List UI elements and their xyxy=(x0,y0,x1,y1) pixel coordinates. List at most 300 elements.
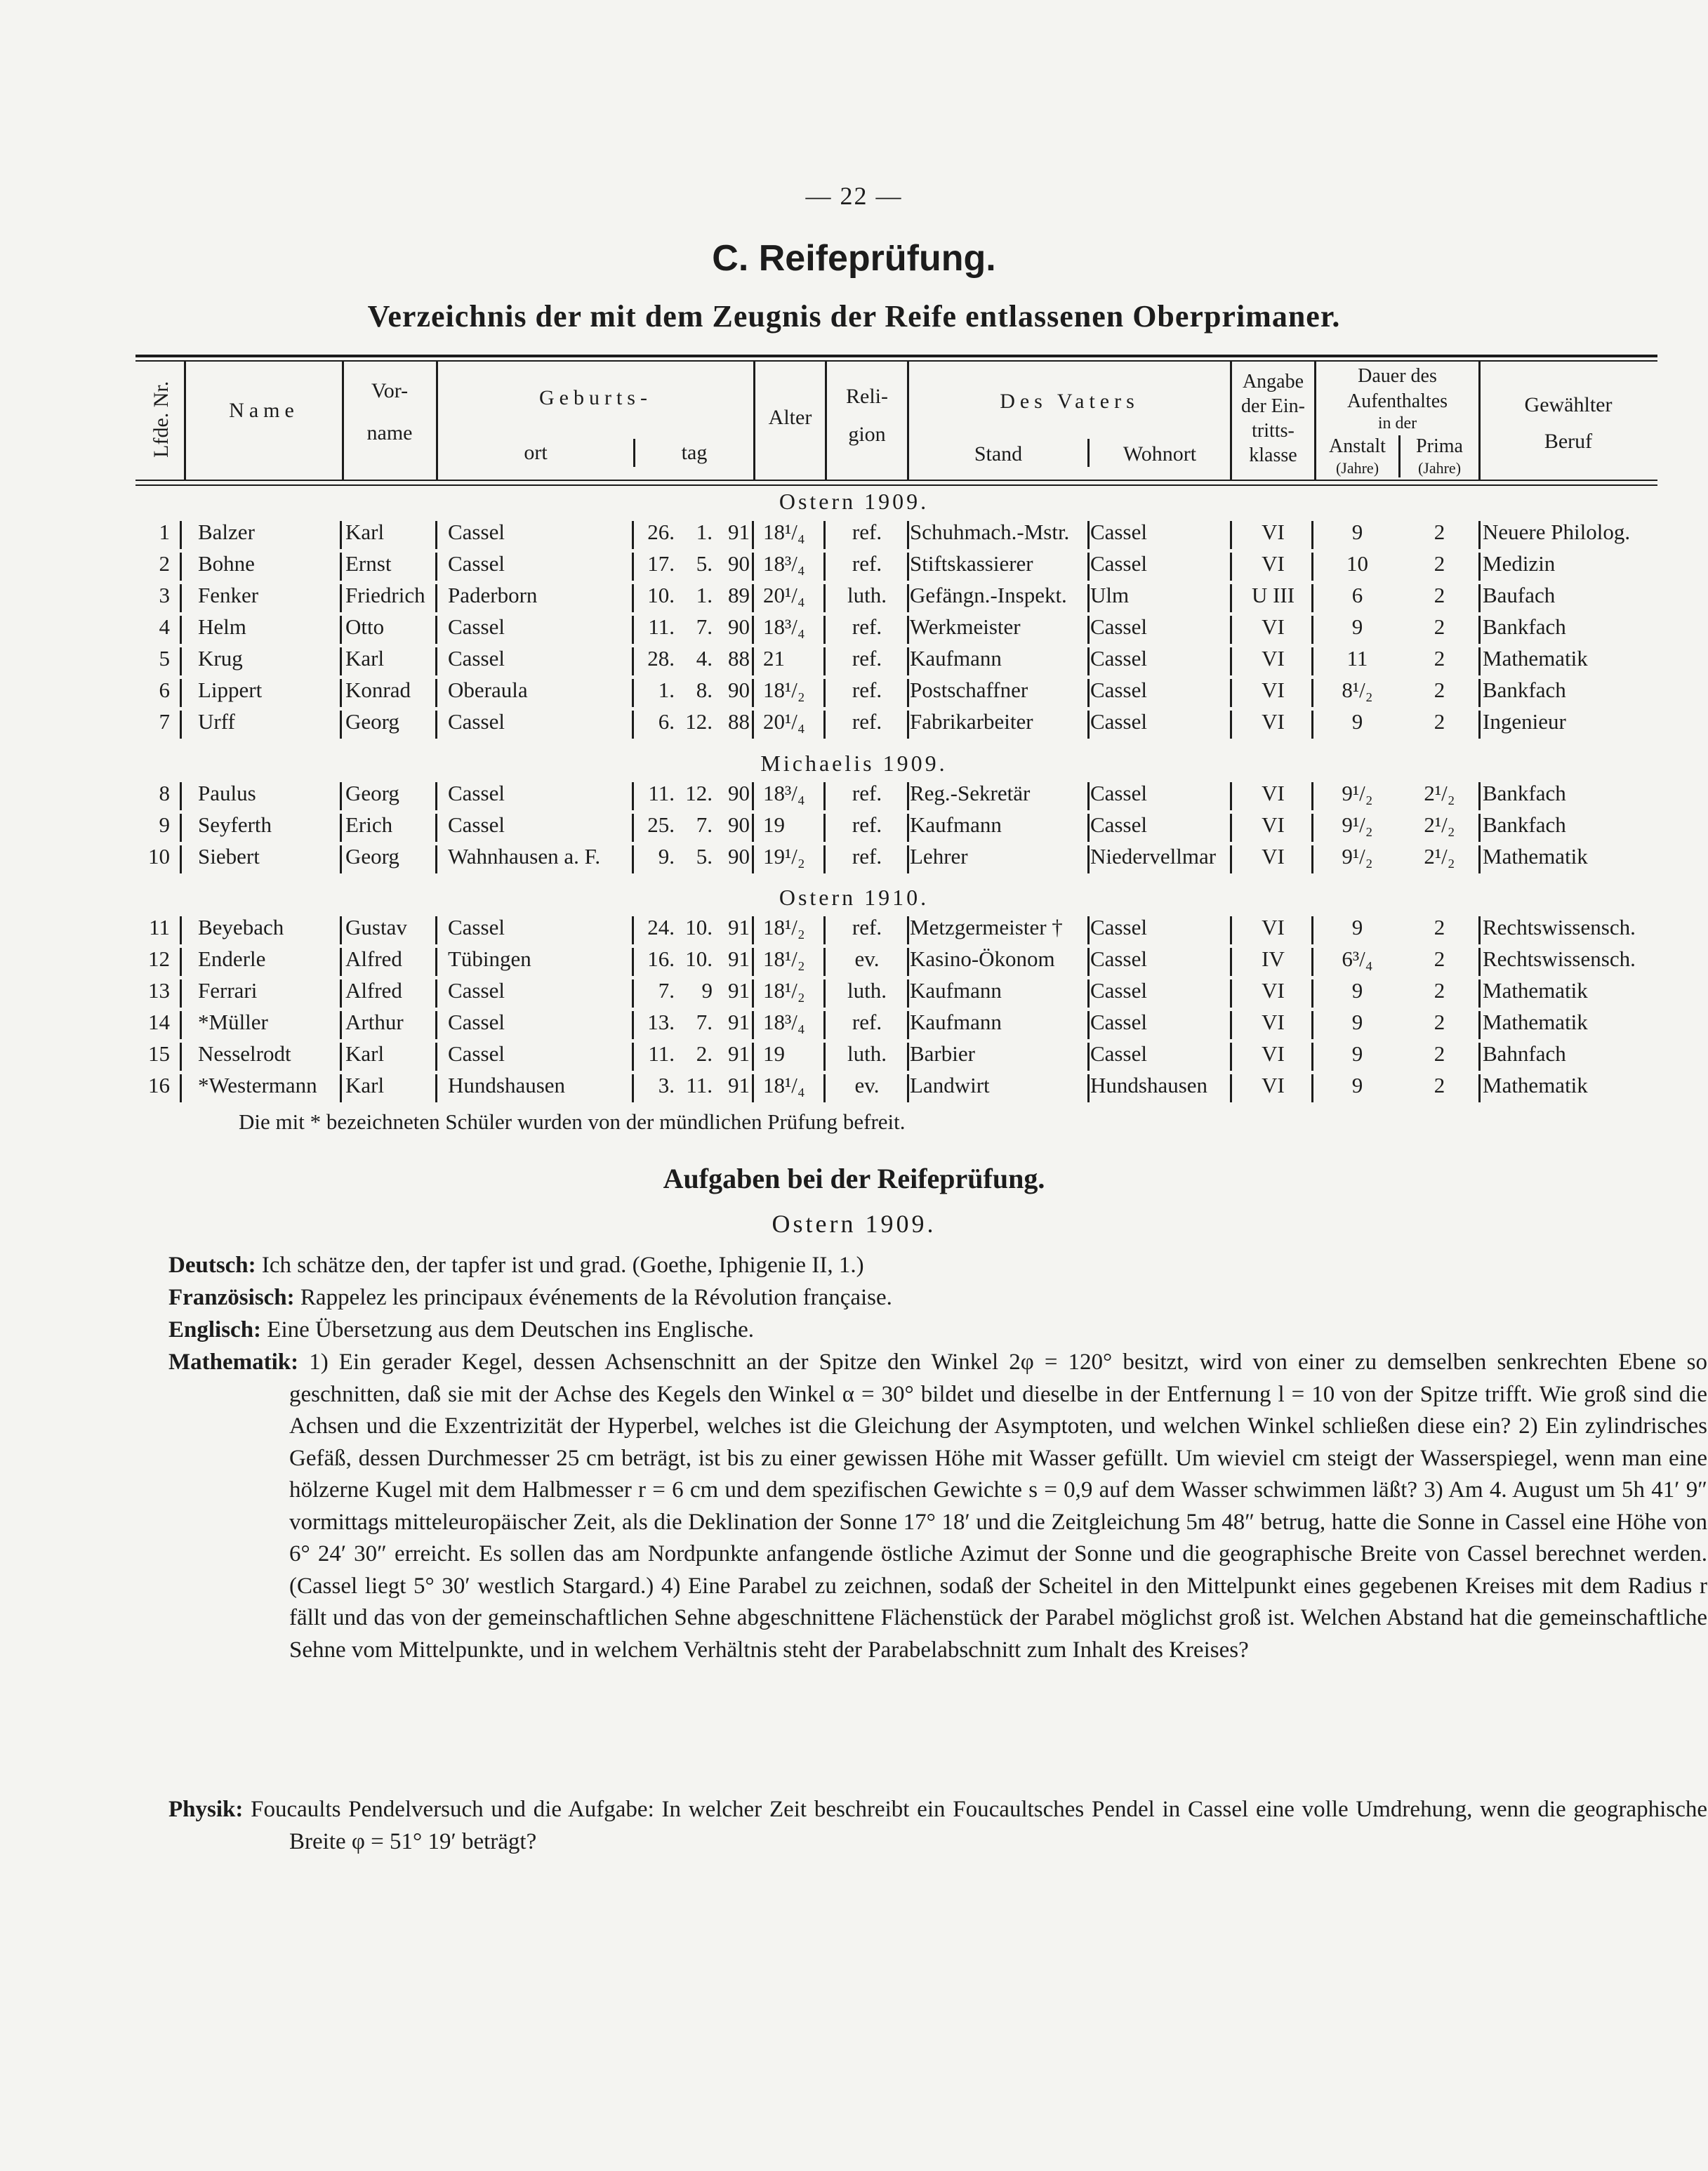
cell-stand: Stiftskassierer xyxy=(910,551,1033,576)
column-rule xyxy=(907,1074,909,1102)
table-row xyxy=(0,709,1708,741)
hdr-sep xyxy=(1478,362,1481,480)
cell-alter: 20¹/₄ xyxy=(763,583,805,607)
cell-anstalt: 9 xyxy=(1351,1073,1363,1097)
cell-religion: ref. xyxy=(852,646,882,671)
aufgaben-term: Ostern 1909. xyxy=(772,1210,936,1238)
cell-nr: 16 xyxy=(148,1073,170,1097)
column-rule xyxy=(340,616,342,644)
cell-monat: 5. xyxy=(696,551,713,576)
table-row xyxy=(0,915,1708,946)
cell-beruf: Rechtswissensch. xyxy=(1483,946,1636,971)
column-rule xyxy=(340,1011,342,1039)
column-rule xyxy=(1087,916,1090,944)
cell-alter: 18³/₄ xyxy=(763,614,805,639)
column-rule xyxy=(1478,979,1481,1008)
column-rule xyxy=(752,521,754,549)
column-rule xyxy=(823,948,826,976)
cell-stand: Fabrikarbeiter xyxy=(910,709,1033,734)
cell-nr: 9 xyxy=(159,812,170,837)
header-angabe-4: klasse xyxy=(1249,444,1297,466)
cell-stand: Kaufmann xyxy=(910,646,1002,671)
cell-prima: 2 xyxy=(1434,614,1445,639)
column-rule xyxy=(823,979,826,1008)
column-rule xyxy=(340,553,342,581)
cell-vorname: Karl xyxy=(345,1041,385,1066)
cell-beruf: Mathematik xyxy=(1483,1010,1588,1034)
column-rule xyxy=(1087,647,1090,675)
cell-tag: 6. xyxy=(658,709,675,734)
cell-religion: luth. xyxy=(847,583,887,607)
cell-vorname: Karl xyxy=(345,646,385,671)
column-rule xyxy=(180,1011,182,1039)
cell-anstalt: 9 xyxy=(1351,1041,1363,1066)
cell-monat: 10. xyxy=(685,946,713,971)
cell-stand: Kaufmann xyxy=(910,978,1002,1003)
cell-stand: Werkmeister xyxy=(910,614,1021,639)
cell-jahr: 88 xyxy=(728,709,750,734)
cell-religion: ref. xyxy=(852,844,882,869)
cell-anstalt: 9 xyxy=(1351,978,1363,1003)
header-religion-1: Reli- xyxy=(846,385,888,408)
cell-stand: Landwirt xyxy=(910,1073,990,1097)
column-rule xyxy=(180,679,182,707)
cell-nr: 4 xyxy=(159,614,170,639)
cell-prima: 2¹/₂ xyxy=(1424,844,1455,869)
cell-stand: Gefängn.-Inspekt. xyxy=(910,583,1067,607)
column-rule xyxy=(1478,711,1481,739)
column-rule xyxy=(907,553,909,581)
column-rule xyxy=(1087,814,1090,842)
cell-name: Helm xyxy=(198,614,246,639)
section-title: C. Reifeprüfung. xyxy=(712,238,996,279)
cell-alter: 18¹/₄ xyxy=(763,1073,805,1097)
page-number: — 22 — xyxy=(805,182,903,210)
column-rule xyxy=(907,782,909,810)
cell-vorname: Alfred xyxy=(345,946,402,971)
cell-ort: Cassel xyxy=(448,614,505,639)
mathe-task xyxy=(168,1347,1707,1666)
cell-alter: 19 xyxy=(763,1041,785,1066)
cell-alter: 18³/₄ xyxy=(763,551,805,576)
column-rule xyxy=(632,616,634,644)
cell-wohnort: Cassel xyxy=(1090,946,1147,971)
column-rule xyxy=(752,647,754,675)
cell-name: Enderle xyxy=(198,946,266,971)
header-beruf-1: Gewählter xyxy=(1524,393,1613,416)
column-rule xyxy=(752,584,754,612)
header-religion-2: gion xyxy=(848,423,886,446)
cell-wohnort: Cassel xyxy=(1090,1010,1147,1034)
column-rule xyxy=(180,782,182,810)
cell-tag: 17. xyxy=(647,551,675,576)
cell-vorname: Georg xyxy=(345,709,399,734)
column-rule xyxy=(752,1011,754,1039)
cell-anstalt: 9 xyxy=(1351,520,1363,544)
cell-stand: Kaufmann xyxy=(910,1010,1002,1034)
column-rule xyxy=(752,782,754,810)
cell-wohnort: Cassel xyxy=(1090,520,1147,544)
englisch-task xyxy=(168,1314,1587,1347)
cell-tag: 9. xyxy=(658,844,675,869)
cell-ort: Cassel xyxy=(448,1041,505,1066)
table-row xyxy=(0,1041,1708,1073)
column-rule xyxy=(823,616,826,644)
column-rule xyxy=(1478,1043,1481,1071)
cell-stand: Barbier xyxy=(910,1041,975,1066)
cell-jahr: 90 xyxy=(728,551,750,576)
column-rule xyxy=(1478,679,1481,707)
top-rule-thin xyxy=(135,360,1657,362)
cell-nr: 14 xyxy=(148,1010,170,1034)
column-rule xyxy=(1087,782,1090,810)
cell-ort: Cassel xyxy=(448,812,505,837)
cell-klasse: VI xyxy=(1262,709,1285,734)
franz-label: Französisch: xyxy=(168,1285,295,1310)
cell-tag: 11. xyxy=(648,1041,675,1066)
cell-wohnort: Cassel xyxy=(1090,915,1147,939)
cell-alter: 18³/₄ xyxy=(763,781,805,805)
cell-alter: 18¹/₂ xyxy=(763,678,805,702)
cell-ort: Cassel xyxy=(448,781,505,805)
header-geburts: Geburts- xyxy=(539,386,652,409)
cell-religion: ref. xyxy=(852,678,882,702)
cell-anstalt: 9¹/₂ xyxy=(1342,844,1373,869)
column-rule xyxy=(1087,584,1090,612)
cell-klasse: VI xyxy=(1262,551,1285,576)
column-rule xyxy=(632,979,634,1008)
cell-name: Ferrari xyxy=(198,978,258,1003)
cell-vorname: Friedrich xyxy=(345,583,425,607)
column-rule xyxy=(1478,553,1481,581)
column-rule xyxy=(907,647,909,675)
column-rule xyxy=(1478,916,1481,944)
header-dauer-3: in der xyxy=(1377,414,1417,433)
cell-klasse: VI xyxy=(1262,678,1285,702)
cell-beruf: Bahnfach xyxy=(1483,1041,1566,1066)
cell-tag: 11. xyxy=(648,614,675,639)
column-rule xyxy=(1087,1074,1090,1102)
cell-beruf: Mathematik xyxy=(1483,1073,1588,1097)
column-rule xyxy=(632,1074,634,1102)
table-row xyxy=(0,583,1708,614)
cell-ort: Wahnhausen a. F. xyxy=(448,844,601,869)
cell-name: *Müller xyxy=(198,1010,268,1034)
header-dauer-2: Aufenthaltes xyxy=(1346,390,1448,412)
column-rule xyxy=(752,679,754,707)
cell-wohnort: Cassel xyxy=(1090,709,1147,734)
header-angabe-1: Angabe xyxy=(1242,371,1304,392)
cell-ort: Cassel xyxy=(448,978,505,1003)
cell-stand: Reg.-Sekretär xyxy=(910,781,1031,805)
cell-alter: 18¹/₂ xyxy=(763,978,805,1003)
cell-wohnort: Cassel xyxy=(1090,614,1147,639)
header-angabe-3: tritts- xyxy=(1252,420,1295,442)
cell-monat: 1. xyxy=(696,520,713,544)
cell-klasse: VI xyxy=(1262,915,1285,939)
column-rule xyxy=(752,979,754,1008)
cell-wohnort: Cassel xyxy=(1090,551,1147,576)
cell-tag: 1. xyxy=(658,678,675,702)
cell-wohnort: Cassel xyxy=(1090,978,1147,1003)
cell-ort: Cassel xyxy=(448,709,505,734)
cell-nr: 3 xyxy=(159,583,170,607)
column-rule xyxy=(1478,845,1481,873)
cell-jahr: 91 xyxy=(728,1073,750,1097)
cell-prima: 2¹/₂ xyxy=(1424,781,1455,805)
column-rule xyxy=(1087,679,1090,707)
table-row xyxy=(0,978,1708,1010)
cell-klasse: VI xyxy=(1262,646,1285,671)
cell-religion: ref. xyxy=(852,812,882,837)
cell-jahr: 91 xyxy=(728,1041,750,1066)
cell-name: Seyferth xyxy=(198,812,272,837)
cell-beruf: Bankfach xyxy=(1483,614,1566,639)
cell-klasse: VI xyxy=(1262,1073,1285,1097)
cell-monat: 7. xyxy=(696,1010,713,1034)
cell-anstalt: 9 xyxy=(1351,1010,1363,1034)
column-rule xyxy=(632,647,634,675)
column-rule xyxy=(752,616,754,644)
column-rule xyxy=(823,1043,826,1071)
cell-religion: ref. xyxy=(852,709,882,734)
column-rule xyxy=(823,916,826,944)
column-rule xyxy=(340,845,342,873)
column-rule xyxy=(180,979,182,1008)
cell-nr: 6 xyxy=(159,678,170,702)
cell-klasse: VI xyxy=(1262,978,1285,1003)
cell-monat: 11. xyxy=(686,1073,713,1097)
cell-anstalt: 11 xyxy=(1346,646,1368,671)
column-rule xyxy=(180,1043,182,1071)
cell-klasse: VI xyxy=(1262,1041,1285,1066)
cell-prima: 2 xyxy=(1434,709,1445,734)
cell-stand: Kaufmann xyxy=(910,812,1002,837)
column-rule xyxy=(752,948,754,976)
cell-vorname: Georg xyxy=(345,844,399,869)
column-rule xyxy=(907,948,909,976)
table-row xyxy=(0,551,1708,583)
cell-monat: 2. xyxy=(696,1041,713,1066)
column-rule xyxy=(752,553,754,581)
cell-monat: 7. xyxy=(696,614,713,639)
column-rule xyxy=(180,814,182,842)
column-rule xyxy=(907,979,909,1008)
cell-jahr: 89 xyxy=(728,583,750,607)
column-rule xyxy=(907,1011,909,1039)
column-rule xyxy=(823,647,826,675)
cell-ort: Oberaula xyxy=(448,678,528,702)
cell-klasse: VI xyxy=(1262,614,1285,639)
cell-vorname: Ernst xyxy=(345,551,392,576)
header-bottom-rule xyxy=(135,480,1657,481)
cell-alter: 19¹/₂ xyxy=(763,844,805,869)
column-rule xyxy=(1087,1011,1090,1039)
cell-tag: 24. xyxy=(647,915,675,939)
cell-religion: ref. xyxy=(852,1010,882,1034)
cell-klasse: IV xyxy=(1262,946,1285,971)
cell-alter: 18³/₄ xyxy=(763,1010,805,1034)
cell-religion: ev. xyxy=(854,946,880,971)
cell-nr: 1 xyxy=(159,520,170,544)
cell-name: Fenker xyxy=(198,583,259,607)
table-row xyxy=(0,812,1708,844)
column-rule xyxy=(180,521,182,549)
cell-prima: 2 xyxy=(1434,583,1445,607)
cell-name: Siebert xyxy=(198,844,260,869)
cell-vorname: Alfred xyxy=(345,978,402,1003)
column-rule xyxy=(1478,584,1481,612)
cell-wohnort: Cassel xyxy=(1090,781,1147,805)
cell-nr: 2 xyxy=(159,551,170,576)
cell-nr: 13 xyxy=(148,978,170,1003)
section-label-michaelis-1909: Michaelis 1909. xyxy=(760,751,948,776)
column-rule xyxy=(340,782,342,810)
cell-tag: 28. xyxy=(647,646,675,671)
cell-ort: Cassel xyxy=(448,551,505,576)
cell-religion: luth. xyxy=(847,1041,887,1066)
cell-name: Urff xyxy=(198,709,235,734)
column-rule xyxy=(752,1043,754,1071)
header-tag: tag xyxy=(681,441,708,464)
column-rule xyxy=(632,679,634,707)
cell-monat: 8. xyxy=(696,678,713,702)
cell-klasse: VI xyxy=(1262,844,1285,869)
cell-ort: Paderborn xyxy=(448,583,538,607)
englisch-label: Englisch: xyxy=(168,1317,262,1342)
cell-klasse: VI xyxy=(1262,781,1285,805)
cell-stand: Kasino-Ökonom xyxy=(910,946,1055,971)
cell-vorname: Gustav xyxy=(345,915,407,939)
cell-tag: 3. xyxy=(658,1073,675,1097)
cell-nr: 11 xyxy=(149,915,170,939)
header-bottom-rule-2 xyxy=(135,484,1657,486)
cell-anstalt: 6 xyxy=(1351,583,1363,607)
cell-ort: Cassel xyxy=(448,915,505,939)
cell-jahr: 91 xyxy=(728,978,750,1003)
column-rule xyxy=(1087,616,1090,644)
cell-anstalt: 9¹/₂ xyxy=(1342,781,1373,805)
column-rule xyxy=(180,1074,182,1102)
cell-prima: 2 xyxy=(1434,978,1445,1003)
aufgaben-title: Aufgaben bei der Reifeprüfung. xyxy=(663,1163,1045,1194)
physik-task xyxy=(168,1794,1707,1858)
cell-prima: 2 xyxy=(1434,946,1445,971)
cell-jahr: 88 xyxy=(728,646,750,671)
header-alter: Alter xyxy=(768,406,812,429)
column-rule xyxy=(1087,711,1090,739)
section-label-ostern-1910: Ostern 1910. xyxy=(779,885,929,910)
cell-beruf: Medizin xyxy=(1483,551,1556,576)
table-row xyxy=(0,678,1708,709)
cell-jahr: 91 xyxy=(728,1010,750,1034)
header-prima: Prima xyxy=(1416,435,1463,457)
table-row xyxy=(0,1073,1708,1104)
cell-nr: 8 xyxy=(159,781,170,805)
table-row xyxy=(0,520,1708,551)
column-rule xyxy=(1478,616,1481,644)
column-rule xyxy=(1478,1074,1481,1102)
cell-anstalt: 9 xyxy=(1351,614,1363,639)
column-rule xyxy=(907,814,909,842)
column-rule xyxy=(340,1043,342,1071)
cell-anstalt: 9 xyxy=(1351,915,1363,939)
cell-tag: 10. xyxy=(647,583,675,607)
column-rule xyxy=(823,711,826,739)
cell-prima: 2 xyxy=(1434,646,1445,671)
column-rule xyxy=(907,711,909,739)
column-rule xyxy=(752,916,754,944)
column-rule xyxy=(752,845,754,873)
column-rule xyxy=(632,916,634,944)
table-row xyxy=(0,781,1708,812)
column-rule xyxy=(180,553,182,581)
cell-vorname: Arthur xyxy=(345,1010,404,1034)
cell-beruf: Mathematik xyxy=(1483,844,1588,869)
column-rule xyxy=(632,1011,634,1039)
cell-name: Bohne xyxy=(198,551,255,576)
cell-vorname: Georg xyxy=(345,781,399,805)
mathe-text: 1) Ein gerader Kegel, dessen Achsenschnitt an der Spitze den Winkel 2φ = 120° besitzt, wird von einer zu demselben senkrechten Ebene so geschnitten, daß sie mit der Achse des Kegels den Winkel α = 30° bildet und dieselbe in der Entfernung l = 10 von der Spitze trifft. Wie groß sind die Achsen und die Exzentrizität der Hyperbel, welches ist die Gleichung der Asymptoten, und welchen Winkel schließen diese ein? 2) Ein zylindrisches Gefäß, dessen Durchmesser 25 cm beträgt, ist bis zu einer gewissen Höhe mit Wasser gefüllt. Um wieviel cm steigt der Wasserspiegel, wenn man eine hölzerne Kugel mit dem Halbmesser r = 6 cm und dem spezifischen Gewichte s = 0,9 auf dem Wasser schwimmen läßt? 3) Am 4. August um 5h 41′ 9″ vormittags mitteleuropäischer Zeit, als die Deklination der Sonne 17° 18′ und die Zeitgleichung 5m 48″ betrug, hatte die Sonne in Cassel eine Höhe von 6° 24′ 30″ erreicht. Es sollen das am Nordpunkte anfangende östliche Azimut der Sonne und die geographische Breite von Cassel berechnet werden. (Cassel liegt 5° 30′ westlich Stargard.) 4) Eine Parabel zu zeichnen, sodaß der Scheitel in den Mittelpunkt eines gegebenen Kreises mit dem Radius r fällt und das von der gemeinschaftlichen Sehne abgeschnittene Flächenstück der Parabel möglichst groß ist. Welchen Abstand hat die gemeinschaftliche Sehne vom Mittelpunkte, und in welchem Verhältnis steht der Parabelabschnitt zum Inhalt des Kreises? xyxy=(289,1350,1707,1663)
column-rule xyxy=(1087,553,1090,581)
cell-klasse: VI xyxy=(1262,520,1285,544)
cell-vorname: Karl xyxy=(345,1073,385,1097)
cell-name: *Westermann xyxy=(198,1073,317,1097)
cell-ort: Cassel xyxy=(448,646,505,671)
column-rule xyxy=(1087,1043,1090,1071)
column-rule xyxy=(823,814,826,842)
header-stand: Stand xyxy=(974,442,1023,466)
column-rule xyxy=(1087,845,1090,873)
column-rule xyxy=(823,553,826,581)
column-rule xyxy=(340,679,342,707)
cell-jahr: 90 xyxy=(728,781,750,805)
cell-beruf: Mathematik xyxy=(1483,978,1588,1003)
cell-alter: 20¹/₄ xyxy=(763,709,805,734)
cell-religion: ref. xyxy=(852,551,882,576)
column-rule xyxy=(340,584,342,612)
cell-monat: 4. xyxy=(696,646,713,671)
column-rule xyxy=(907,616,909,644)
column-rule xyxy=(907,845,909,873)
cell-name: Krug xyxy=(198,646,243,671)
cell-monat: 7. xyxy=(696,812,713,837)
cell-wohnort: Cassel xyxy=(1090,812,1147,837)
column-rule xyxy=(180,711,182,739)
cell-jahr: 91 xyxy=(728,520,750,544)
cell-nr: 5 xyxy=(159,646,170,671)
header-nr: Lfde. Nr. xyxy=(149,381,173,458)
header-dauer-1: Dauer des xyxy=(1358,365,1437,387)
header-angabe-2: der Ein- xyxy=(1241,395,1305,417)
cell-monat: 9 xyxy=(701,978,713,1003)
cell-stand: Postschaffner xyxy=(910,678,1028,702)
column-rule xyxy=(823,1074,826,1102)
column-rule xyxy=(340,521,342,549)
cell-anstalt: 10 xyxy=(1346,551,1368,576)
cell-tag: 25. xyxy=(647,812,675,837)
column-rule xyxy=(1087,979,1090,1008)
cell-prima: 2 xyxy=(1434,551,1445,576)
deutsch-text: Ich schätze den, der tapfer ist und grad. (Goethe, Iphigenie II, 1.) xyxy=(261,1253,864,1278)
cell-religion: ref. xyxy=(852,520,882,544)
cell-wohnort: Cassel xyxy=(1090,646,1147,671)
cell-tag: 26. xyxy=(647,520,675,544)
cell-beruf: Bankfach xyxy=(1483,781,1566,805)
column-rule xyxy=(632,845,634,873)
column-rule xyxy=(907,521,909,549)
cell-anstalt: 9¹/₂ xyxy=(1342,812,1373,837)
